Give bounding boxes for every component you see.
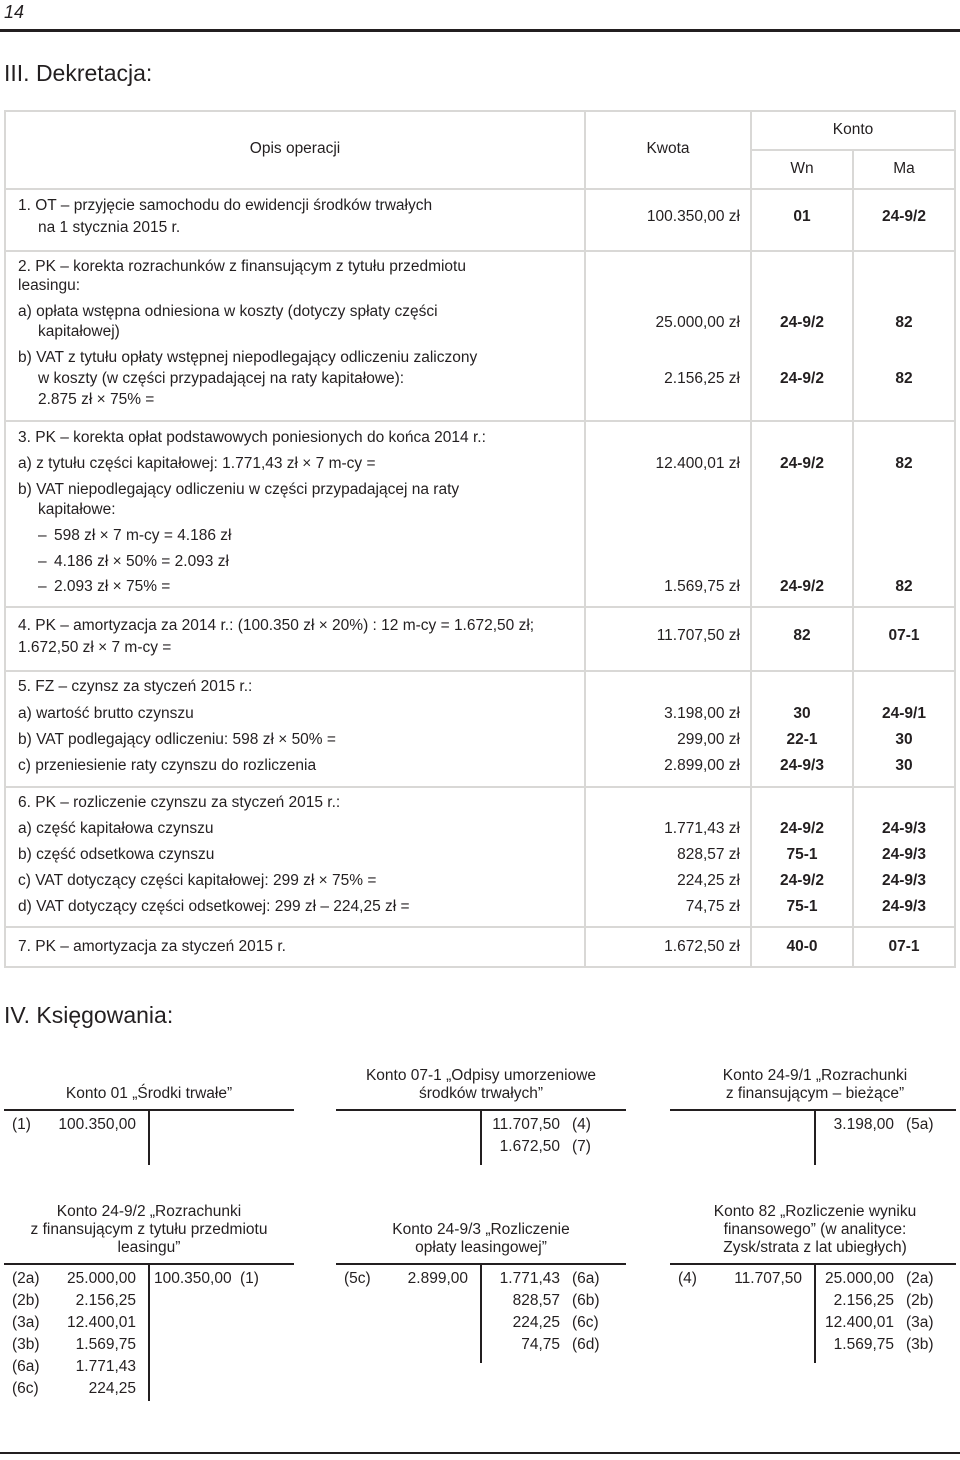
header-wn-cell [752,151,852,188]
k2493-credit-amount: 1.771,43 [499,1270,560,1287]
op2-a-wn: 24-9/2 [780,314,824,331]
k82-debit-amount: 11.707,50 [734,1270,802,1287]
page-number: 14 [4,2,25,22]
op6-row-wn: 75-1 [786,898,818,915]
op3-dash2: – 4.186 zł × 50% = 2.093 zł [38,553,229,570]
k2493-debit-amount: 2.899,00 [407,1270,468,1287]
section-title-ksiegowania: IV. Księgowania: [4,1002,174,1028]
k2492-credit-ref: (1) [240,1270,259,1287]
bottom-rule [0,1452,960,1454]
k2493-credit-amount: 224,25 [512,1314,560,1331]
t-account-24-9-2-title-line3: leasingu” [117,1239,181,1256]
t-account-07-1-title-line1: Konto 07-1 „Odpisy umorzeniowe [365,1067,597,1084]
t-account-24-9-1 [670,1060,960,1170]
op3-a-kwota: 12.400,01 zł [655,455,740,472]
op6-row-kwota: 224,25 zł [677,872,740,889]
op7-ma: 07-1 [888,938,920,955]
k82-credit-amount: 12.400,01 [825,1314,894,1331]
top-rule [0,29,960,32]
k01-debit-amount: 100.350,00 [58,1116,136,1133]
op4-text-line1: 4. PK – amortyzacja za 2014 r.: (100.350 zł × 20%) : 12 m-cy = 1.672,50 zł; [18,617,535,634]
k2492-debit-amount: 2.156,25 [75,1292,136,1309]
t-account-24-9-2-title-line1: Konto 24-9/2 „Rozrachunki [56,1203,242,1220]
op4-ma: 07-1 [888,627,920,644]
k2492-debit-ref: (6c) [12,1380,39,1397]
op3-dash3: – 2.093 zł × 75% = [38,578,171,595]
k2492-debit-ref: (3a) [12,1314,40,1331]
op3-dash1-text: 598 zł × 7 m-cy = 4.186 zł [54,527,232,544]
op3-dash3-text: 2.093 zł × 75% = [54,578,171,595]
t-account-01-title: Konto 01 „Środki trwałe” [65,1085,233,1102]
op3-b-kwota: 1.569,75 zł [664,578,740,595]
k2492-debit-amount: 1.569,75 [75,1336,136,1353]
k071-credit-ref: (7) [572,1138,591,1155]
op3-b-ma: 82 [895,578,913,595]
op6-row-ma: 24-9/3 [882,820,926,837]
op3-a-ma: 82 [895,455,913,472]
k2493-credit-ref: (6a) [572,1270,600,1287]
op2-a-kwota: 25.000,00 zł [655,314,740,331]
k82-credit-amount: 1.569,75 [833,1336,894,1353]
t-account-24-9-3 [336,1194,626,1406]
op1-kwota: 100.350,00 zł [646,208,740,225]
k2492-debit-ref: (2a) [12,1270,40,1287]
k2493-credit-amount: 74,75 [521,1336,560,1353]
header-wn: Wn [790,160,814,177]
k2493-debit-ref: (5c) [344,1270,371,1287]
k01-debit-ref: (1) [12,1116,31,1133]
header-opis: Opis operacji [249,140,341,157]
dekretacja-table [4,110,956,968]
op5-row-wn: 22-1 [786,731,818,748]
t-account-07-1 [336,1060,626,1170]
k82-credit-ref: (3b) [906,1336,934,1353]
op5-row-label: b) VAT podlegający odliczeniu: 598 zł × 50% = [18,731,336,748]
t-account-82 [670,1194,960,1406]
op7-kwota: 1.672,50 zł [664,938,740,955]
op1-wn: 01 [793,208,811,225]
op2-a-ma: 82 [895,314,913,331]
k82-credit-amount: 2.156,25 [833,1292,894,1309]
k2492-debit-amount: 1.771,43 [75,1358,136,1375]
t-account-82-title-line2: finansowego” (w analityce: [723,1221,907,1238]
t-account-24-9-1-title-line1: Konto 24-9/1 „Rozrachunki [722,1067,908,1084]
op6-title: 6. PK – rozliczenie czynszu za styczeń 2015 r.: [18,794,341,811]
op6-row-wn: 24-9/2 [780,820,824,837]
op6-row-label: b) część odsetkowa czynszu [18,846,215,863]
k2491-credit-amount: 3.198,00 [833,1116,894,1133]
op2-b-kwota: 2.156,25 zł [664,370,740,387]
op2-a-line2: kapitałowej) [38,323,120,340]
header-konto: Konto [832,121,874,138]
t-account-24-9-2 [4,1194,294,1406]
op5-row-kwota: 299,00 zł [677,731,740,748]
op6-row-kwota: 1.771,43 zł [664,820,740,837]
op6-row-label: a) część kapitałowa czynszu [18,820,214,837]
op2-b-line3: 2.875 zł × 75% = [38,391,155,408]
op5-row-kwota: 2.899,00 zł [664,757,740,774]
op2-b-wn: 24-9/2 [780,370,824,387]
op2-title-line1: 2. PK – korekta rozrachunków z finansującym z tytułu przedmiotu [18,258,466,275]
t-account-24-9-3-title-line1: Konto 24-9/3 „Rozliczenie [392,1221,570,1238]
k071-credit-amount: 1.672,50 [499,1138,560,1155]
k2492-debit-ref: (3b) [12,1336,40,1353]
op6-row-label: d) VAT dotyczący części odsetkowej: 299 zł – 224,25 zł = [18,898,410,915]
op4-kwota: 11.707,50 zł [656,627,740,644]
op4-text-line2: 1.672,50 zł × 7 m-cy = [18,639,172,656]
header-kwota-cell [586,112,750,188]
op2-b-line2: w koszty (w części przypadającej na raty kapitałowe): [38,370,405,387]
header-ma-cell [854,151,954,188]
k2493-credit-ref: (6c) [572,1314,599,1331]
t-account-82-title-line3: Zysk/strata z lat ubiegłych) [723,1239,907,1256]
k82-credit-ref: (3a) [906,1314,934,1331]
k2492-debit-ref: (6a) [12,1358,40,1375]
op7-text: 7. PK – amortyzacja za styczeń 2015 r. [18,938,286,955]
k2493-credit-ref: (6d) [572,1336,600,1353]
op3-b-wn: 24-9/2 [780,578,824,595]
op5-row-wn: 24-9/3 [780,757,824,774]
k2492-debit-amount: 224,25 [88,1380,136,1397]
header-opis-cell [6,112,584,188]
op2-b-line1: b) VAT z tytułu opłaty wstępnej niepodlegający odliczeniu zaliczony [18,349,478,366]
op6-row-ma: 24-9/3 [882,846,926,863]
op7-wn: 40-0 [786,938,818,955]
op5-row-kwota: 3.198,00 zł [664,705,740,722]
op3-b-line2: kapitałowe: [38,501,116,518]
op5-row-ma: 24-9/1 [882,705,926,722]
k2492-debit-amount: 12.400,01 [67,1314,136,1331]
k071-credit-ref: (4) [572,1116,591,1133]
op5-row-wn: 30 [793,705,811,722]
op2-b-ma: 82 [895,370,913,387]
op6-row-wn: 24-9/2 [780,872,824,889]
k2491-credit-ref: (5a) [906,1116,934,1133]
k071-credit-amount: 11.707,50 [492,1116,560,1133]
op5-row-label: c) przeniesienie raty czynszu do rozliczenia [18,757,317,774]
op6-row-kwota: 828,57 zł [677,846,740,863]
op5-row-label: a) wartość brutto czynszu [18,705,194,722]
header-kwota: Kwota [646,140,690,157]
header-konto-cell [752,112,954,149]
op6-row-label: c) VAT dotyczący części kapitałowej: 299 zł × 75% = [18,872,377,889]
op5-title: 5. FZ – czynsz za styczeń 2015 r.: [18,678,253,695]
op3-dash1: – 598 zł × 7 m-cy = 4.186 zł [38,527,232,544]
t-account-07-1-title-line2: środków trwałych” [418,1085,544,1102]
op2-title-line2: leasingu: [18,277,81,294]
op1-text-line2: na 1 stycznia 2015 r. [38,219,181,236]
k2493-credit-amount: 828,57 [512,1292,560,1309]
t-account-24-9-2-title-line2: z finansującym z tytułu przedmiotu [30,1221,268,1238]
op2-a-line1: a) opłata wstępna odniesiona w koszty (dotyczy spłaty części [18,303,438,320]
t-account-01 [4,1060,294,1170]
t-account-24-9-1-title-line2: z finansującym – bieżące” [725,1085,905,1102]
header-ma: Ma [893,160,915,177]
k2492-credit-amount: 100.350,00 [154,1270,232,1287]
op3-title: 3. PK – korekta opłat podstawowych poniesionych do końca 2014 r.: [18,429,486,446]
op3-dash2-text: 4.186 zł × 50% = 2.093 zł [54,553,229,570]
k82-credit-ref: (2a) [906,1270,934,1287]
k2492-debit-ref: (2b) [12,1292,40,1309]
op6-row-ma: 24-9/3 [882,872,926,889]
op3-a-label: a) z tytułu części kapitałowej: 1.771,43 zł × 7 m-cy = [18,455,376,472]
t-account-24-9-3-title-line2: opłaty leasingowej” [415,1239,547,1256]
k82-credit-amount: 25.000,00 [825,1270,894,1287]
op6-row-ma: 24-9/3 [882,898,926,915]
op1-text-line1: 1. OT – przyjęcie samochodu do ewidencji środków trwałych [18,197,433,214]
op6-row-kwota: 74,75 zł [685,898,740,915]
k82-debit-ref: (4) [678,1270,697,1287]
op6-row-wn: 75-1 [786,846,818,863]
op3-b-line1: b) VAT niepodlegający odliczeniu w części przypadającej na raty [18,481,460,498]
k82-credit-ref: (2b) [906,1292,934,1309]
op4-wn: 82 [793,627,811,644]
t-account-82-title-line1: Konto 82 „Rozliczenie wyniku [713,1203,917,1220]
section-title-dekretacja: III. Dekretacja: [4,60,153,86]
k2493-credit-ref: (6b) [572,1292,600,1309]
op1-ma: 24-9/2 [882,208,926,225]
op3-a-wn: 24-9/2 [780,455,824,472]
op5-row-ma: 30 [895,731,913,748]
op5-row-ma: 30 [895,757,913,774]
k2492-debit-amount: 25.000,00 [67,1270,136,1287]
